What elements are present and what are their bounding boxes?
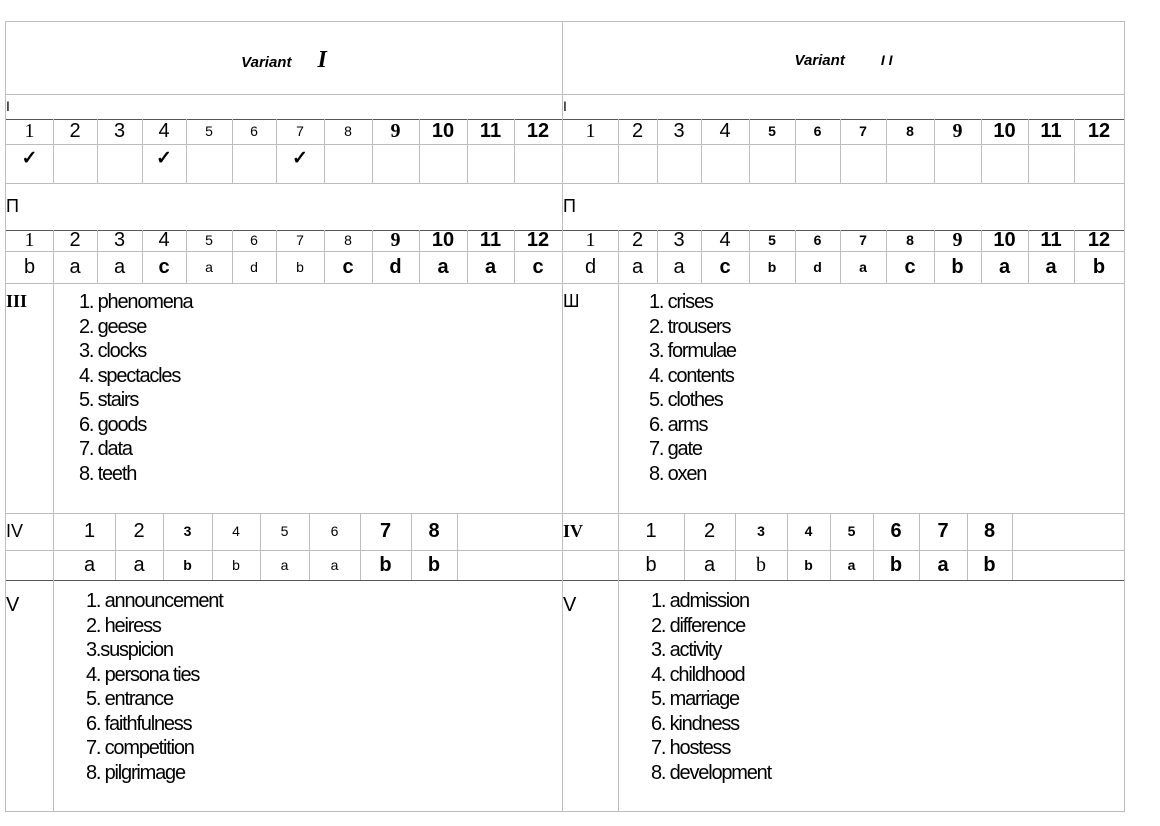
question-number: 5 <box>768 232 776 248</box>
answer-letter: a <box>113 256 126 278</box>
list-item: 3. activity <box>651 639 722 661</box>
question-number: 3 <box>113 120 126 142</box>
question-number: 5 <box>205 232 213 248</box>
column-line <box>749 230 750 283</box>
question-number: 5 <box>280 523 289 539</box>
list-item: 4. contents <box>649 364 734 387</box>
list-item: 3.suspicion <box>86 639 173 661</box>
rule-line <box>6 283 562 284</box>
vocab-list <box>79 290 192 486</box>
list-item: 4. childhood <box>651 663 745 686</box>
question-number: 4 <box>158 120 170 142</box>
answer-letter: b <box>232 557 240 573</box>
check-mark <box>467 144 514 174</box>
question-number: 6 <box>890 520 902 542</box>
question-number: 10 <box>993 229 1016 251</box>
question-number: 12 <box>526 120 550 142</box>
rule-line <box>563 144 1124 145</box>
answer-letter: b <box>951 256 964 278</box>
list-item: 5. clothes <box>649 389 723 411</box>
question-number: 3 <box>673 120 685 142</box>
list-item: 8. pilgrimage <box>86 761 185 784</box>
check-mark: ✓ <box>156 148 172 169</box>
column-line <box>276 230 277 283</box>
question-number: 6 <box>330 523 339 539</box>
question-number: 2 <box>133 520 145 542</box>
question-number: 2 <box>69 229 81 251</box>
section-label: П <box>6 196 19 216</box>
column-line <box>657 230 658 283</box>
answer-letter: a <box>859 259 867 275</box>
check-mark <box>186 144 232 174</box>
vocab-list <box>651 589 771 785</box>
question-number: 7 <box>379 520 392 542</box>
question-number: 12 <box>1087 229 1111 251</box>
column-line <box>749 119 750 183</box>
column-line <box>324 119 325 183</box>
check-mark: ✓ <box>292 148 308 169</box>
answer-letter: a <box>631 256 644 278</box>
list-item: 1. admission <box>651 590 749 612</box>
column-line <box>886 119 887 183</box>
question-number: 10 <box>431 229 455 251</box>
column-line <box>618 119 619 183</box>
section-label: П <box>563 196 576 216</box>
list-item: 2. trousers <box>649 315 731 338</box>
answer-letter: d <box>584 256 597 278</box>
question-number: 1 <box>645 520 657 542</box>
list-item: 7. competition <box>86 737 194 759</box>
answer-letter: a <box>1045 256 1057 278</box>
column-line <box>324 230 325 283</box>
variant-title-text: Variant <box>241 54 292 71</box>
question-number: 12 <box>1087 120 1111 142</box>
column-line <box>657 119 658 183</box>
answer-letter: b <box>804 557 813 573</box>
section-label: I <box>6 98 10 114</box>
section-label: Ш <box>563 291 580 311</box>
question-number: 5 <box>205 123 213 139</box>
variant-number: I I <box>880 52 893 68</box>
list-item: 3. clocks <box>79 340 147 362</box>
column-line <box>467 230 468 283</box>
column-line <box>795 230 796 283</box>
question-number: 1 <box>585 120 596 142</box>
answer-letter: b <box>183 557 192 573</box>
column-line <box>97 230 98 283</box>
column-line <box>276 119 277 183</box>
question-number: 6 <box>250 123 258 139</box>
question-number: 2 <box>631 120 644 142</box>
question-number: 11 <box>1040 229 1062 251</box>
column-line <box>142 119 143 183</box>
column-line <box>840 230 841 283</box>
question-number: 7 <box>859 232 867 248</box>
column-line <box>618 283 619 513</box>
question-number: 10 <box>993 120 1016 142</box>
variant-number: I <box>317 47 327 73</box>
column-line <box>886 230 887 283</box>
rule-line <box>6 580 562 581</box>
vocab-list <box>649 290 736 486</box>
question-number: 4 <box>804 523 813 539</box>
check-mark <box>97 144 142 174</box>
column-line <box>1074 230 1075 283</box>
check-mark <box>232 144 276 174</box>
answer-letter: a <box>937 554 949 576</box>
list-item: 7. gate <box>649 438 702 460</box>
column-line <box>1012 513 1013 580</box>
vocab-list <box>86 589 223 785</box>
variant-title-text: Variant <box>794 52 845 69</box>
section-label: V <box>6 594 20 616</box>
question-number: 8 <box>344 232 352 248</box>
rule-line <box>6 183 562 184</box>
answer-letter: a <box>133 554 145 576</box>
answer-letter: c <box>158 256 170 278</box>
answer-letter: c <box>719 256 731 278</box>
list-item: 4. persona ties <box>86 663 200 686</box>
section-label: I <box>563 98 567 114</box>
column-line <box>53 513 54 580</box>
question-number: 4 <box>158 229 170 251</box>
question-number: 6 <box>250 232 258 248</box>
column-line <box>795 119 796 183</box>
question-number: 2 <box>703 520 716 542</box>
column-line <box>186 119 187 183</box>
question-number: 4 <box>232 523 240 539</box>
answer-letter: c <box>532 256 544 278</box>
list-item: 1. phenomena <box>79 291 193 313</box>
answer-letter: a <box>437 256 449 278</box>
variant-title <box>563 22 1124 94</box>
column-line <box>53 230 54 283</box>
list-item: 4. spectacles <box>79 364 181 387</box>
answer-sheet <box>5 21 1125 812</box>
answer-letter: b <box>889 554 903 576</box>
answer-letter: c <box>904 256 916 278</box>
rule-line <box>563 580 1124 581</box>
column-line <box>514 230 515 283</box>
column-line <box>372 119 373 183</box>
list-item: 7. data <box>79 438 132 460</box>
check-mark <box>324 144 372 174</box>
answer-letter: b <box>767 259 777 275</box>
column-line <box>981 119 982 183</box>
column-line <box>934 230 935 283</box>
column-line <box>186 230 187 283</box>
section-label: IV <box>563 521 584 541</box>
question-number: 10 <box>431 120 455 142</box>
question-number: 8 <box>983 520 996 542</box>
column-line <box>1028 230 1029 283</box>
question-number: 3 <box>757 523 765 539</box>
question-number: 8 <box>906 123 914 139</box>
answer-letter: d <box>813 259 822 275</box>
question-number: 8 <box>428 520 440 542</box>
variant-2-panel <box>562 22 1124 811</box>
answer-letter: a <box>673 256 685 278</box>
question-number: 9 <box>390 120 401 142</box>
question-number: 9 <box>952 229 963 251</box>
variant-title <box>6 22 562 94</box>
question-number: 1 <box>24 229 35 251</box>
list-item: 7. hostess <box>651 737 731 759</box>
answer-letter: b <box>379 554 392 576</box>
column-line <box>419 230 420 283</box>
column-line <box>457 513 458 580</box>
section-label: V <box>563 594 577 616</box>
rule-line <box>563 283 1124 284</box>
answer-letter: d <box>250 259 258 275</box>
answer-letter: b <box>756 554 766 576</box>
column-line <box>97 119 98 183</box>
question-number: 4 <box>719 229 731 251</box>
question-number: 11 <box>479 120 502 142</box>
answer-letter: a <box>330 557 339 573</box>
question-number: 1 <box>585 229 596 251</box>
answer-letter: c <box>342 256 354 278</box>
column-line <box>419 119 420 183</box>
answer-letter: a <box>703 554 716 576</box>
check-mark <box>372 144 419 174</box>
answer-letter: a <box>998 256 1011 278</box>
column-line <box>618 580 619 811</box>
check-mark: ✓ <box>21 148 38 169</box>
question-number: 3 <box>113 229 126 251</box>
question-number: 7 <box>937 520 949 542</box>
question-number: 6 <box>813 232 822 248</box>
question-number: 7 <box>296 232 304 248</box>
question-number: 7 <box>859 123 867 139</box>
list-item: 5. stairs <box>79 389 139 411</box>
list-item: 2. geese <box>79 315 147 338</box>
question-number: 9 <box>952 120 963 142</box>
check-mark <box>419 144 467 174</box>
column-line <box>618 230 619 283</box>
question-number: 2 <box>69 120 81 142</box>
column-line <box>53 283 54 513</box>
column-line <box>232 230 233 283</box>
answer-letter: b <box>1092 256 1106 278</box>
question-number: 8 <box>344 123 352 139</box>
question-number: 12 <box>526 229 550 251</box>
variant-1-panel <box>6 22 562 811</box>
answer-letter: b <box>296 259 304 275</box>
question-number: 5 <box>768 123 776 139</box>
answer-letter: d <box>389 256 402 278</box>
column-line <box>701 230 702 283</box>
answer-letter: a <box>484 256 497 278</box>
rule-line <box>6 94 562 95</box>
list-item: 5. marriage <box>651 688 739 710</box>
question-number: 4 <box>719 120 731 142</box>
section-label: III <box>6 291 28 311</box>
question-number: 3 <box>673 229 685 251</box>
answer-letter: a <box>847 557 856 573</box>
answer-letter: b <box>983 554 996 576</box>
question-number: 5 <box>847 523 856 539</box>
answer-letter: a <box>280 557 289 573</box>
column-line <box>232 119 233 183</box>
list-item: 8. teeth <box>79 462 137 485</box>
check-mark <box>53 144 97 174</box>
answer-letter: a <box>83 554 96 576</box>
question-number: 8 <box>906 232 914 248</box>
question-number: 9 <box>390 229 401 251</box>
rule-line <box>563 183 1124 184</box>
answer-letter: a <box>205 259 213 275</box>
list-item: 1. crises <box>649 291 713 313</box>
question-number: 1 <box>24 120 35 142</box>
column-line <box>53 119 54 183</box>
list-item: 8. development <box>651 761 771 784</box>
list-item: 5. entrance <box>86 688 173 710</box>
column-line <box>142 230 143 283</box>
column-line <box>1028 119 1029 183</box>
column-line <box>372 230 373 283</box>
check-mark <box>514 144 562 174</box>
question-number: 3 <box>183 523 192 539</box>
question-number: 6 <box>813 123 822 139</box>
list-item: 3. formulae <box>649 340 736 362</box>
answer-letter: b <box>23 256 36 278</box>
list-item: 8. oxen <box>649 462 707 485</box>
column-line <box>934 119 935 183</box>
answer-letter: b <box>427 554 441 576</box>
question-number: 11 <box>1040 120 1062 142</box>
answer-letter: a <box>69 256 81 278</box>
question-number: 2 <box>631 229 644 251</box>
column-line <box>981 230 982 283</box>
column-line <box>701 119 702 183</box>
column-line <box>514 119 515 183</box>
list-item: 2. difference <box>651 614 746 637</box>
question-number: 1 <box>83 520 96 542</box>
question-number: 11 <box>479 229 502 251</box>
answer-letter: b <box>645 554 657 576</box>
question-number: 7 <box>296 123 304 139</box>
column-line <box>840 119 841 183</box>
list-item: 6. faithfulness <box>86 712 192 735</box>
list-item: 1. announcement <box>86 590 223 612</box>
list-item: 6. arms <box>649 413 708 436</box>
column-line <box>467 119 468 183</box>
list-item: 6. goods <box>79 413 147 436</box>
list-item: 2. heiress <box>86 614 161 637</box>
rule-line <box>563 94 1124 95</box>
column-line <box>53 580 54 811</box>
list-item: 6. kindness <box>651 712 739 735</box>
section-label: IV <box>6 521 24 541</box>
column-line <box>1074 119 1075 183</box>
